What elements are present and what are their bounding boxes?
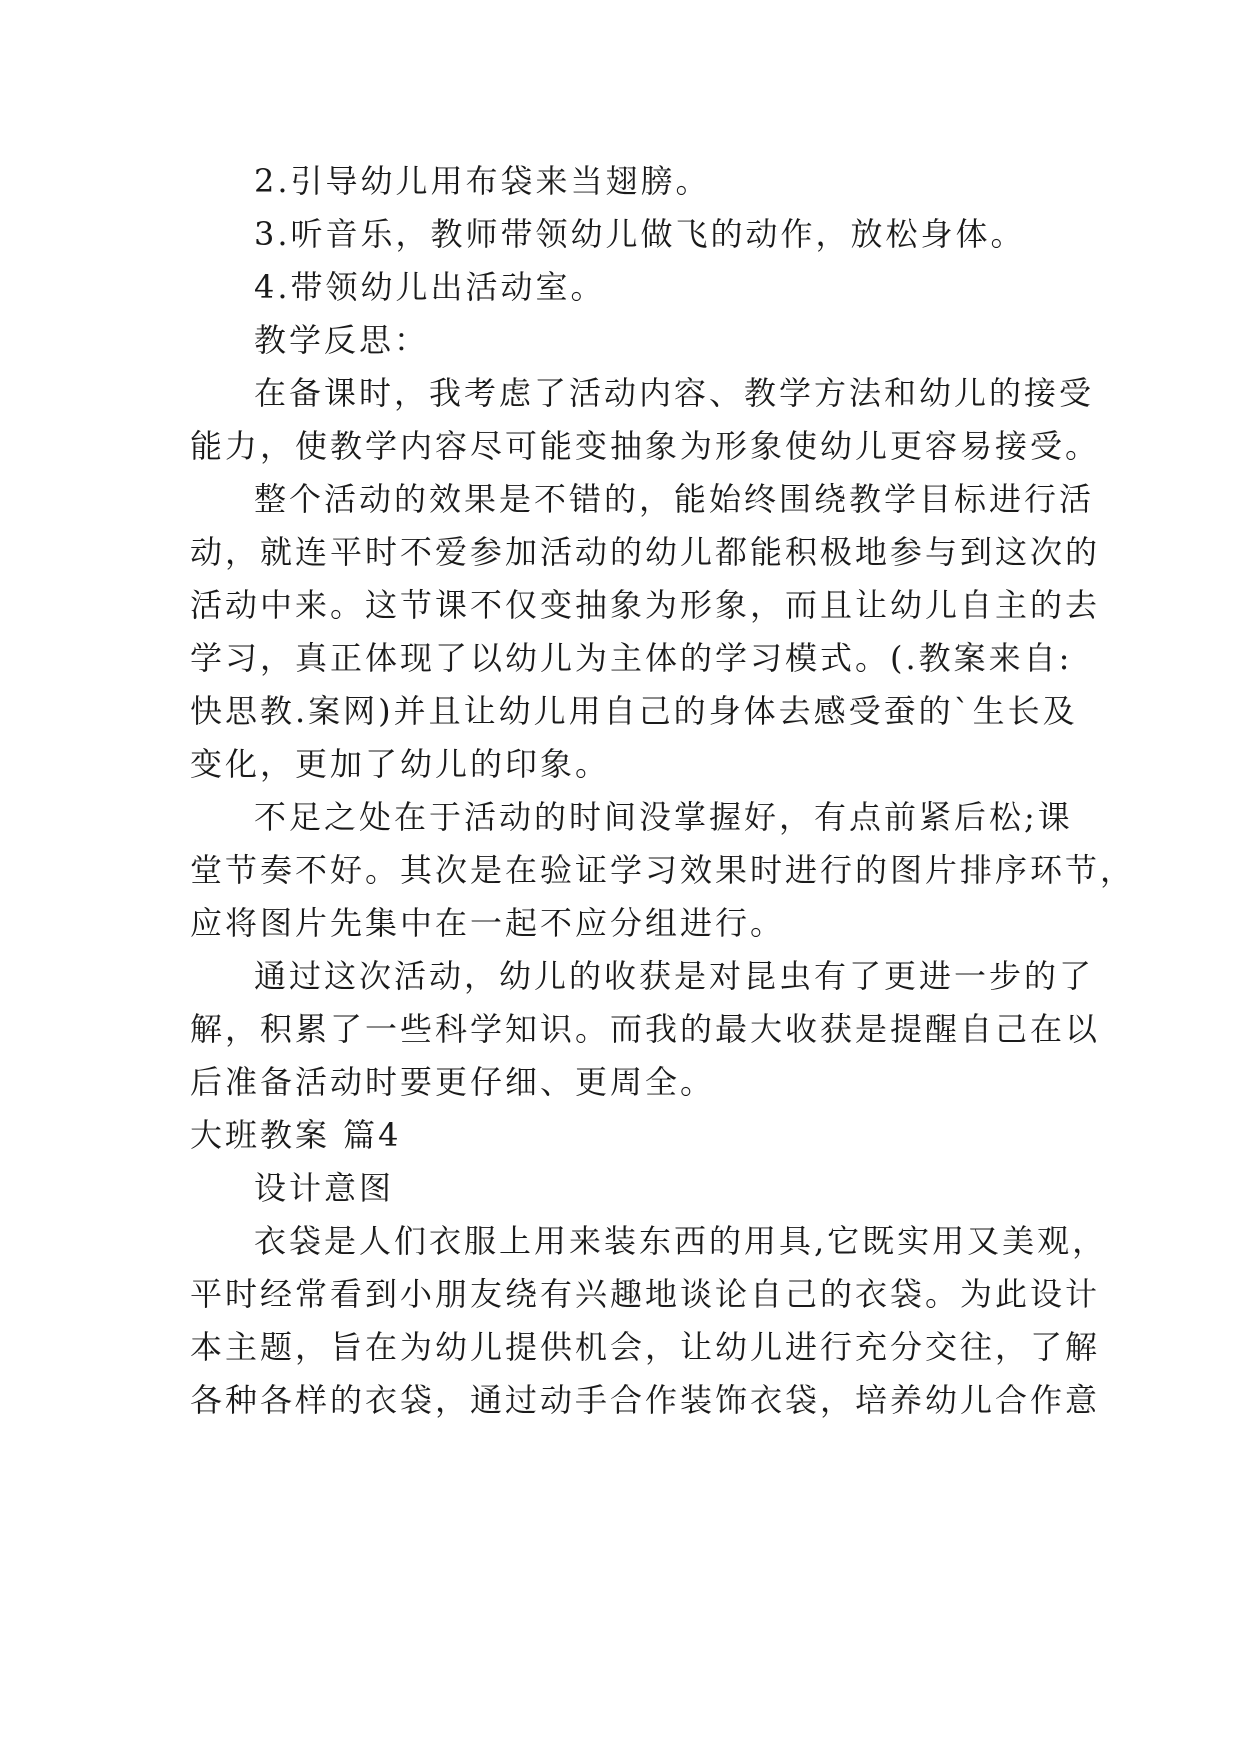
paragraph-line: 应将图片先集中在一起不应分组进行。 <box>190 904 786 942</box>
paragraph-line: 通过这次活动，幼儿的收获是对昆虫有了更进一步的了 <box>254 957 1095 995</box>
paragraph-line: 活动中来。这节课不仅变抽象为形象，而且让幼儿自主的去 <box>190 586 1101 624</box>
paragraph-line: 动，就连平时不爱参加活动的幼儿都能积极地参与到这次的 <box>190 533 1101 571</box>
paragraph-line: 变化，更加了幼儿的印象。 <box>190 745 611 783</box>
paragraph-line: 能力，使教学内容尽可能变抽象为形象使幼儿更容易接受。 <box>190 427 1101 465</box>
paragraph-line: 不足之处在于活动的时间没掌握好，有点前紧后松;课 <box>254 798 1073 836</box>
paragraph-line: 快思教.案网)并且让幼儿用自己的身体去感受蚕的`生长及 <box>190 692 1078 730</box>
paragraph-line: 解，积累了一些科学知识。而我的最大收获是提醒自己在以 <box>190 1010 1101 1048</box>
paragraph-line: 衣袋是人们衣服上用来装东西的用具,它既实用又美观， <box>254 1222 1108 1260</box>
section-title: 大班教案 篇4 <box>190 1116 402 1154</box>
paragraph-line: 学习，真正体现了以幼儿为主体的学习模式。(.教案来自: <box>190 639 1073 677</box>
paragraph-line: 整个活动的效果是不错的，能始终围绕教学目标进行活 <box>254 480 1095 518</box>
paragraph-line: 各种各样的衣袋，通过动手合作装饰衣袋，培养幼儿合作意 <box>190 1381 1101 1419</box>
paragraph-line: 4.带领幼儿出活动室。 <box>254 268 606 306</box>
paragraph-line: 本主题，旨在为幼儿提供机会，让幼儿进行充分交往，了解 <box>190 1328 1101 1366</box>
paragraph-line: 堂节奏不好。其次是在验证学习效果时进行的图片排序环节， <box>190 851 1136 889</box>
paragraph-line: 后准备活动时要更仔细、更周全。 <box>190 1063 716 1101</box>
section-heading: 教学反思： <box>254 321 430 359</box>
subsection-heading: 设计意图 <box>254 1169 395 1207</box>
paragraph-line: 平时经常看到小朋友绕有兴趣地谈论自己的衣袋。为此设计 <box>190 1275 1101 1313</box>
paragraph-line: 3.听音乐，教师带领幼儿做飞的动作，放松身体。 <box>254 215 1026 253</box>
paragraph-line: 在备课时，我考虑了活动内容、教学方法和幼儿的接受 <box>254 374 1095 412</box>
paragraph-line: 2.引导幼儿用布袋来当翅膀。 <box>254 162 711 200</box>
